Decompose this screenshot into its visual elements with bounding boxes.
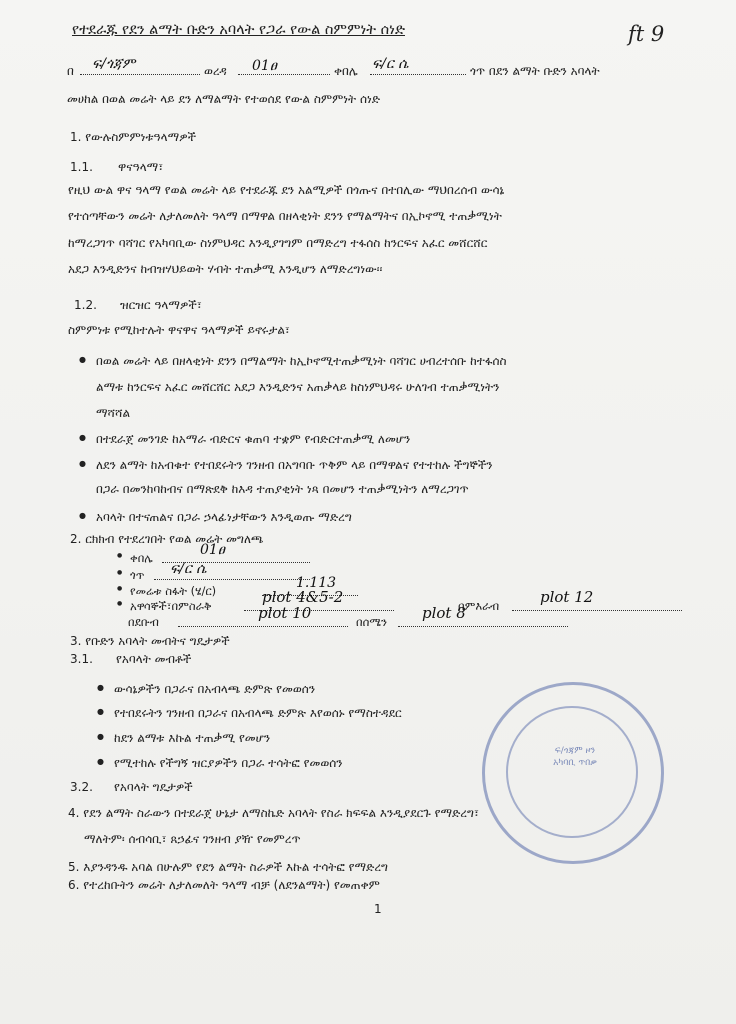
document-code: ft 9 xyxy=(628,22,665,46)
right-item-1: ● ውሳኔዎችን በጋራና በአብላጫ ድምጽ የመወሰን xyxy=(114,682,315,697)
boundaries-east-label: ● አዋሳኞች፣በምስራቅ xyxy=(130,599,212,614)
objective-bullet-1-line-1: ● በወል መሬት ላይ በዘላቂነት ደንን በማልማት ከኢኮኖሚተጠቃሚነት ባሻገር ሀብረተሰቡ ከተፋሰስ xyxy=(96,354,507,369)
right-item-3: ● ከደን ልማቱ እኩል ተጠቃሚ የመሆን xyxy=(114,731,270,746)
section-1-1-title: ዋናዓላማ፣ xyxy=(118,160,164,174)
main-objective-line-4: አደጋ እንዲድንና ከብዝሃህይወት ሃብት ተጠቃሚ እንዲሆን ለማድረግነው፡፡ xyxy=(68,262,383,276)
duty-4-line-2: ማለትም፡ ሰብሳቢ፣ ጸኃፊና ገንዘብ ያዥ የመምረጥ xyxy=(84,832,301,846)
document-title: የተደራጁ የደን ልማት ቡድን አባላት የጋራ የውል ስምምነት ሰነድ xyxy=(72,22,405,38)
kebele-label: ቀበሌ xyxy=(334,64,358,78)
handwritten-west: plot 12 xyxy=(540,588,594,606)
south-label: በደቡብ xyxy=(128,615,159,629)
woreda-blank xyxy=(80,74,200,75)
section-1-heading: 1. የውሉስምምነቱዓላማዎች xyxy=(70,130,197,144)
handwritten-woreda: ፍ/ጎጃም xyxy=(92,56,136,72)
objective-bullet-4: ● አባላት በተናጠልና በጋራ ኃላፊነታቸውን እንዲወጡ ማድረግ xyxy=(96,510,352,525)
handwritten-east: plot 4&5-2 xyxy=(262,588,344,606)
main-objective-line-2: የተሰጣቸውን መሬት ለታለመለት ዓላማ በማዋል በዘላቂነት ደንን የማልማትና በኢኮኖሚ ተጠቃሚነት xyxy=(68,209,502,223)
objective-bullet-1-line-2: ልማቱ ከንርፍና አፈር መሸርሸር አደጋ እንዲድንና አጠቃላይ ከስነምህዳሩ ሁለገብ ተጠቃሚነትን xyxy=(96,380,500,394)
south-blank xyxy=(178,626,348,627)
objective-bullet-3-line-1: ● ለደን ልማት ከአብቁተ የተበደሩትን ገንዘብ በአግባቡ ጥቅም ላይ በማዋልና የተተከሉ ችግኞችን xyxy=(96,458,493,473)
handwritten-land-area: 1.113 xyxy=(296,575,337,591)
land-got-label: ● ጎጥ xyxy=(130,568,145,583)
section-2-heading: 2. ርክክብ የተደረገበት የወል መሬት መግለጫ xyxy=(70,532,264,546)
north-blank xyxy=(398,626,568,627)
section-3-1-title: የአባላት መብቶች xyxy=(116,652,192,666)
specific-objectives-intro: ስምምነቱ የሚከተሉት ዋናዋና ዓላማዎች ይኖሩታል፣ xyxy=(68,323,290,337)
right-item-2: ● የተበደሩትን ገንዘብ በጋራና በአብላጫ ድምጽ እየወሰኑ የማስተዳደር xyxy=(114,706,402,721)
handwritten-land-got: ፍ/ር ሴ xyxy=(170,561,207,577)
duty-5: 5. እያንዳንዱ አባል በሁሉም የደን ልማት ስራዎች እኩል ተሳትፎ የማድረግ xyxy=(68,860,389,874)
land-kebele-label: ● ቀበሌ xyxy=(130,551,153,566)
official-stamp-inner-ring xyxy=(506,706,638,838)
handwritten-got: ፍ/ር ሴ xyxy=(372,56,409,72)
section-1-2-number: 1.2. xyxy=(74,298,97,312)
right-item-4: ● የሚተከሉ የችግኝ ዝርያዎችን በጋራ ተሳትፎ የመወሰን xyxy=(114,756,343,771)
woreda-label: ወረዳ xyxy=(204,64,227,78)
section-1-1-number: 1.1. xyxy=(70,160,93,174)
duty-4-line-1: 4. የደን ልማት ስራውን በተደራጀ ሁኔታ ለማስኬድ አባላት የስራ ክፍፍል እንዲያደርጉ የማድረግ፣ xyxy=(68,806,479,820)
intro-line-2: መሀከል በወል መሬት ላይ ደን ለማልማት የተወሰደ የውል ስምምነት ሰነድ xyxy=(67,92,381,106)
west-label: በምእራብ xyxy=(458,599,500,613)
stamp-text: ፍ/ጎጃም ዞን አካባቢ ጥበቃ xyxy=(553,746,597,768)
section-3-heading: 3. የቡድን አባላት መብትና ግዴታዎች xyxy=(70,634,230,648)
duty-6: 6. የተረከቡትን መሬት ለታለመለት ዓላማ ብቻ (ለደንልማት) የመጠቀም xyxy=(68,878,380,892)
handwritten-kebele: 01ፀ xyxy=(252,58,277,74)
main-objective-line-1: የዚህ ውል ዋና ዓላማ የወል መሬት ላይ የተደራጁ ደን አልሚዎች በጎጡና በተበሊው ማህበረሰብ ውሳኔ xyxy=(68,183,505,197)
section-3-2-number: 3.2. xyxy=(70,780,93,794)
objective-bullet-1-line-3: ማሻሻል xyxy=(96,406,131,420)
west-blank xyxy=(512,610,682,611)
main-objective-line-3: ከማረጋገጥ ባሻገር የአካባቢው ስነምህዳር እንዲያገግም በማድረግ ተፋሰስ ከንርፍና አፈር መሸርሸር xyxy=(68,236,488,250)
handwritten-south: plot 10 xyxy=(258,604,312,622)
section-3-2-title: የአባላት ግዴታዎች xyxy=(114,780,193,794)
kebele-blank xyxy=(238,74,330,75)
intro-prefix: በ xyxy=(67,64,74,78)
got-blank xyxy=(370,74,466,75)
section-3-1-number: 3.1. xyxy=(70,652,93,666)
land-got-blank xyxy=(154,579,310,580)
objective-bullet-2: ● በተደራጀ መንገድ ከአማራ ብድርና ቁጠባ ተቋም የብድርተጠቃሚ ለመሆን xyxy=(96,432,410,447)
page-number: 1 xyxy=(374,902,382,916)
land-area-label: ● የመሬቱ ስፋት (ሄ/ር) xyxy=(130,584,216,599)
objective-bullet-3-line-2: በጋራ በመንከባከብና በማጽደቅ ከእዳ ተጠያቂነት ነጻ በመሆን ተጠቃሚነትን ለማረጋገጥ xyxy=(96,482,469,496)
section-1-2-title: ዝርዝር ዓላማዎች፣ xyxy=(120,298,202,312)
handwritten-land-kebele: 01ፀ xyxy=(200,542,225,558)
intro-tail: ጎጥ በደን ልማት ቡድን አባላት xyxy=(470,64,600,78)
handwritten-north: plot 8 xyxy=(422,604,466,622)
north-label: በሰሜን xyxy=(356,615,388,629)
